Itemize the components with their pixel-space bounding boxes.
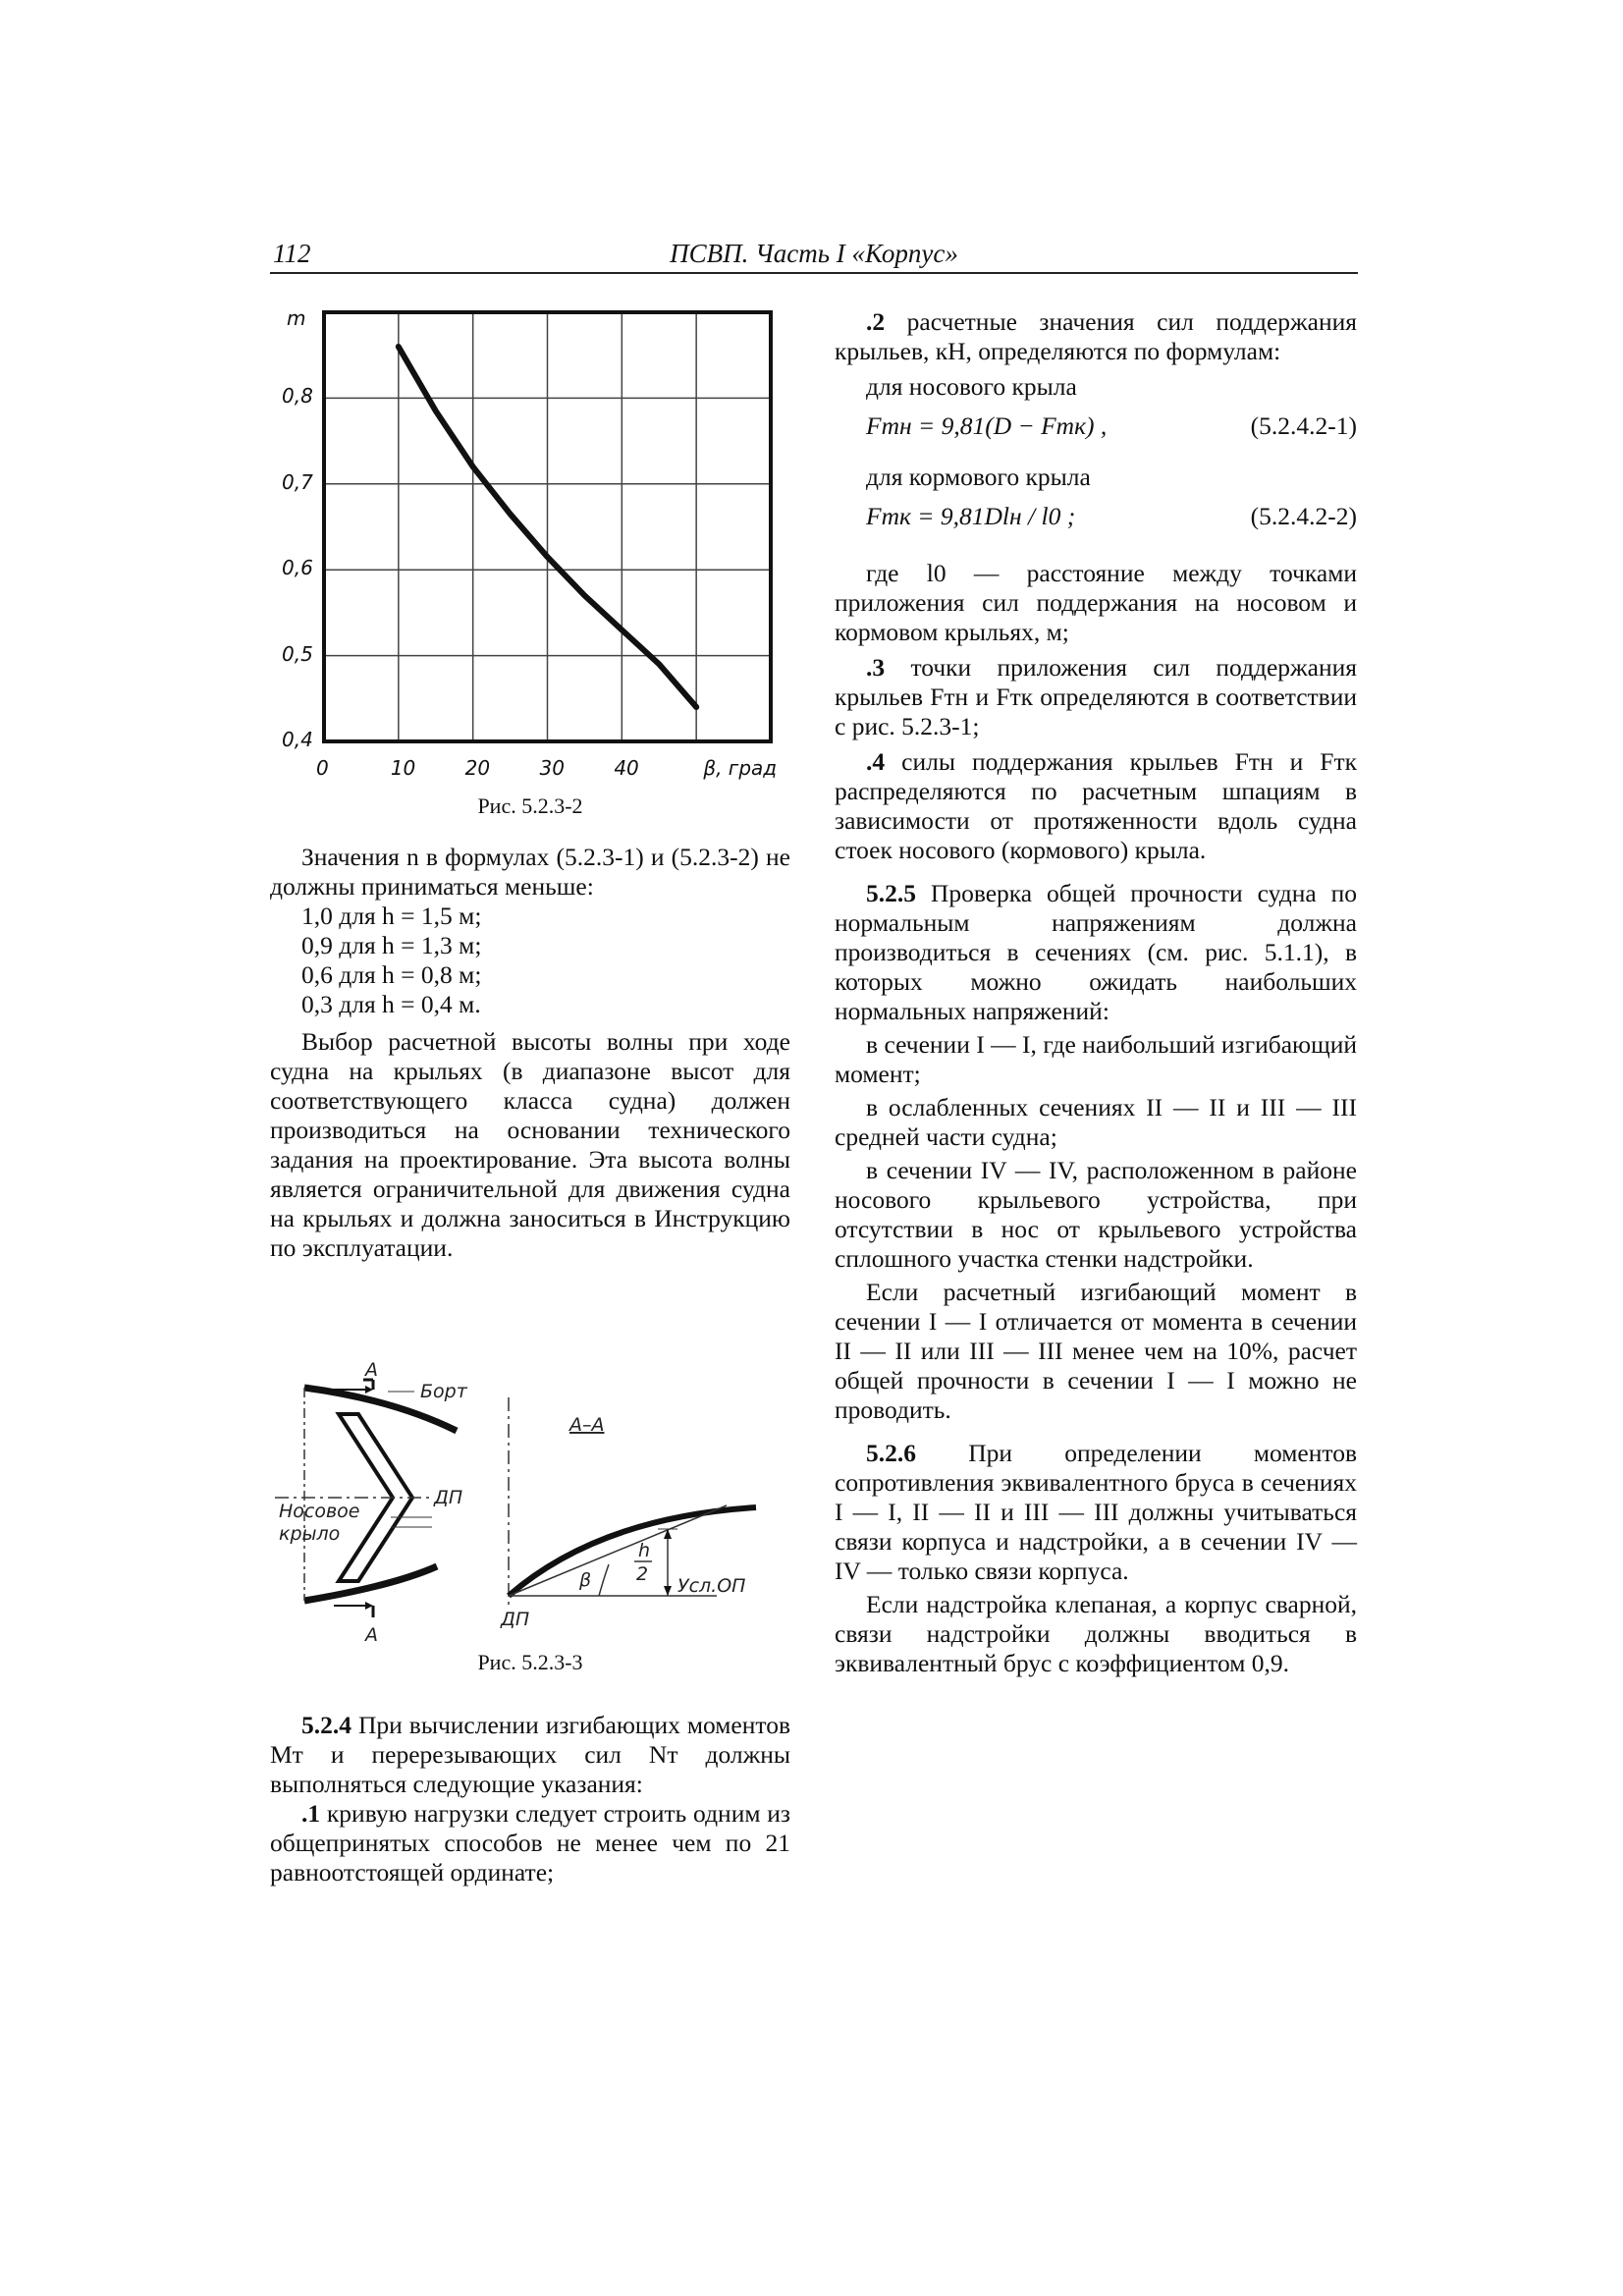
beta-label: β (579, 1569, 592, 1591)
y-tick-label: 0,6 (282, 556, 313, 580)
paragraph-5-2-4-2 (835, 307, 1357, 366)
series-line (399, 347, 696, 707)
paragraph-section-2-3: в ослабленных сечениях II — II и III — III средней части судна; (835, 1093, 1357, 1151)
clause-text: силы поддержания крыльев Fтн и Fтк распределяются по расчетным шпациям в зависимости от протяженности вдоль судна стоек носового (кормового) крыла. (835, 747, 1357, 864)
clause-number: .4 (866, 747, 886, 776)
paragraph-moment-10pct: Если расчетный изгибающий момент в сечении I — I отличается от момента в сечении II — II или III — III менее чем на 10%, расчет общей прочности в сечении I — I можно не проводить. (835, 1278, 1357, 1424)
clause-number: 5.2.5 (866, 879, 916, 907)
left-column-top (270, 843, 790, 1263)
x-tick-label: 20 (464, 756, 491, 780)
paragraph-riveted: Если надстройка клепаная, а корпус сварной, связи надстройки должны вводиться в эквивалентный брус с коэффициентом 0,9. (835, 1590, 1357, 1677)
paragraph-5-2-4-4 (835, 747, 1357, 865)
clause-text: точки приложения сил поддержания крыльев Fтн и Fтк определяются в соответствии с рис. 5.2.3-1; (835, 653, 1357, 740)
clause-number: 5.2.6 (866, 1439, 916, 1467)
bow-foil-label-1: Носовое (279, 1501, 360, 1522)
list-item: 0,6 для h = 0,8 м; (301, 960, 482, 989)
clause-number: .3 (866, 653, 886, 682)
usl-op-label: Усл.ОП (677, 1575, 746, 1597)
h-label: h (638, 1540, 651, 1561)
h-denominator: 2 (636, 1563, 649, 1585)
clause-text: расчетные значения сил поддержания крыльев, кН, определяются по формулам: (835, 307, 1357, 365)
figure-caption-5-2-3-2: Рис. 5.2.3-2 (477, 793, 583, 818)
x-tick-label: 40 (614, 756, 639, 780)
bort-label: Борт (420, 1381, 467, 1402)
paragraph-wave-height: Выбор расчетной высоты волны при ходе судна на крыльях (в диапазоне высот для соответствующего класса судна) должен производиться на основании технического задания на проектирование. Эта высота волны является ограничительной для движения судна на крыльях и должна заноситься в Инструкцию по эксплуатации. (270, 1027, 790, 1262)
formula-body: Fтк = 9,81Dlн / l0 ; (866, 502, 1076, 530)
y-tick-label: 0,7 (282, 469, 313, 494)
formula-number: (5.2.4.2-1) (1250, 411, 1357, 440)
paragraph-section-4: в сечении IV — IV, расположенном в районе носового крыльевого устройства, при отсутствии в нос от крыльевого устройства сплошного участка стенки надстройки. (835, 1156, 1357, 1273)
paragraph-5-2-4-1 (270, 1799, 790, 1887)
bow-foil-label-2: крыло (279, 1523, 341, 1545)
page-number: 112 (273, 239, 311, 268)
formula-5-2-4-2-1 (835, 402, 1357, 453)
clause-number: .1 (301, 1799, 321, 1828)
paragraph-5-2-4-3 (835, 653, 1357, 741)
x-axis-label: β, град (703, 756, 778, 780)
paragraph-5-2-4 (270, 1711, 790, 1799)
hull-bottom-line (304, 1566, 437, 1601)
right-column (835, 307, 1357, 1678)
paragraph-5-2-5 (835, 879, 1357, 1026)
clause-text: При определении моментов сопротивления эквивалентного бруса в сечениях I — I, II — II и III — III должны учитываться связи корпуса и надстройки, а в сечении IV — IV — только связи корпуса. (835, 1439, 1357, 1585)
running-header (270, 239, 1358, 274)
y-tick-label: 0,8 (282, 384, 313, 409)
figure-5-2-3-3 (275, 1360, 795, 1655)
formula-number: (5.2.4.2-2) (1250, 502, 1357, 530)
label-stern-foil: для кормового крыла (866, 463, 1091, 491)
left-column-bottom (270, 1711, 790, 1887)
dp-plan-label: ДП (434, 1487, 463, 1508)
paragraph-n-values: Значения n в формулах (5.2.3-1) и (5.2.3-2) не должны приниматься меньше: (270, 843, 790, 901)
formula-body: Fтн = 9,81(D − Fтк) , (866, 411, 1108, 440)
paragraph-where-l0: где l0 — расстояние между точками приложения сил поддержания на носовом и кормовом крыльях, м; (835, 559, 1357, 646)
chart-frame (324, 312, 771, 741)
list-item: 1,0 для h = 1,5 м; (301, 902, 482, 930)
formula-5-2-4-2-2 (835, 492, 1357, 543)
clause-number: .2 (866, 307, 886, 336)
x-tick-label: 30 (539, 756, 565, 780)
list-item: 0,3 для h = 0,4 м. (301, 990, 481, 1018)
dp-section-label: ДП (501, 1609, 530, 1630)
clause-text: Проверка общей прочности судна по нормальным напряжениям должна производиться в сечениях (см. рис. 5.1.1), в которых можно ожидать наибольших нормальных напряжений: (835, 879, 1357, 1025)
x-tick-label: 0 (316, 756, 329, 780)
y-tick-label: 0,4 (282, 728, 313, 751)
list-item: 0,9 для h = 1,3 м; (301, 931, 482, 959)
section-a-a-title: А–А (569, 1414, 605, 1436)
paragraph-5-2-6 (835, 1439, 1357, 1586)
clause-text: кривую нагрузки следует строить одним из общепринятых способов не менее чем по 21 равноотстоящей ординате; (270, 1799, 790, 1886)
y-tick-label: 0,5 (282, 641, 313, 666)
paragraph-section-1: в сечении I — I, где наибольший изгибающий момент; (835, 1030, 1357, 1088)
x-tick-label: 10 (390, 756, 416, 780)
section-mark-a-bottom: А (365, 1624, 378, 1646)
running-title: ПСВП. Часть I «Корпус» (670, 239, 958, 268)
clause-text: При вычислении изгибающих моментов Mт и перерезывающих сил Nт должны выполняться следующие указания: (270, 1711, 790, 1798)
label-bow-foil: для носового крыла (866, 372, 1077, 401)
clause-number: 5.2.4 (301, 1711, 352, 1739)
section-mark-a-top: А (365, 1359, 378, 1381)
figure-caption-5-2-3-3: Рис. 5.2.3-3 (477, 1650, 583, 1674)
y-axis-label: m (287, 306, 306, 330)
